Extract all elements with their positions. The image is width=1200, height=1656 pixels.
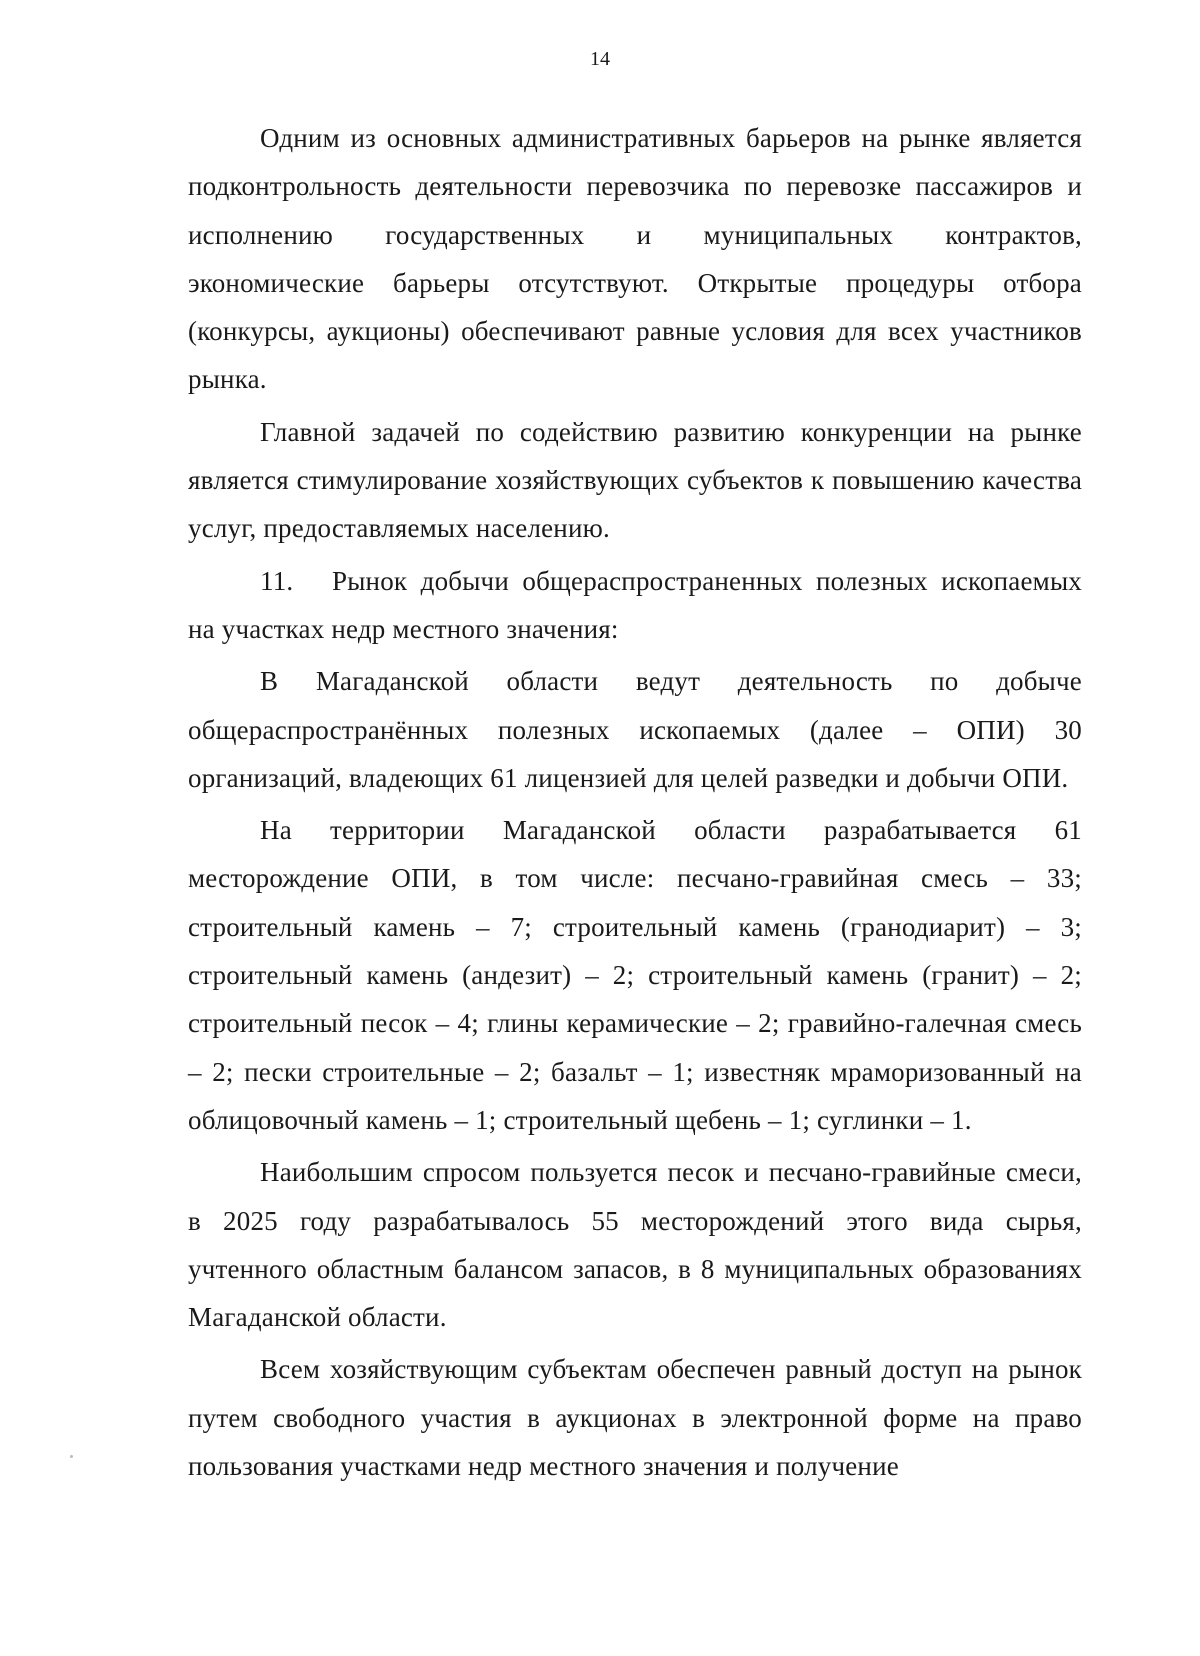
document-body [188, 114, 1082, 1494]
paragraph-deposits-list: На территории Магаданской области разрабатывается 61 месторождение ОПИ, в том числе: песчано-гравийная смесь – 33; строительный камень – 7; строительный камень (гранодиарит) – 3; строительный камень (андезит) – 2; строительный камень (гранит) – 2; строительный песок – 4; глины керамические – 2; гравийно-галечная смесь – 2; пески строительные – 2; базальт – 1; известняк мраморизованный на облицовочный камень – 1; строительный щебень – 1; суглинки – 1. [188, 815, 1082, 1135]
page-number: 14 [590, 48, 610, 70]
paragraph-main-task: Главной задачей по содействию развитию конкуренции на рынке является стимулирование хозяйствующих субъектов к повышению качества услуг, предоставляемых населению. [188, 416, 1082, 544]
section-title: Рынок добычи общераспространенных полезных ископаемых на участках недр местного значения: [188, 565, 1082, 644]
section-number: 11. [260, 565, 294, 596]
paragraph-demand: Наибольшим спросом пользуется песок и песчано-гравийные смеси, в 2025 году разрабатывалось 55 месторождений этого вида сырья, учтенного областным балансом запасов, в 8 муниципальных образованиях Магаданской области. [188, 1157, 1082, 1333]
paragraph-section-11 [188, 557, 1082, 654]
paragraph-admin-barriers: Одним из основных административных барьеров на рынке является подконтрольность деятельности перевозчика по перевозке пассажиров и исполнению государственных и муниципальных контрактов, экономические барьеры отсутствуют. Открытые процедуры отбора (конкурсы, аукционы) обеспечивают равные условия для всех участников рынка. [188, 123, 1082, 395]
paragraph-equal-access: Всем хозяйствующим субъектам обеспечен равный доступ на рынок путем свободного участия в аукционах в электронной форме на право пользования участками недр местного значения и получение [188, 1354, 1082, 1482]
paragraph-organizations: В Магаданской области ведут деятельность по добыче общераспространённых полезных ископаемых (далее – ОПИ) 30 организаций, владеющих 61 лицензией для целей разведки и добычи ОПИ. [188, 666, 1082, 793]
scan-speck [70, 1455, 73, 1458]
